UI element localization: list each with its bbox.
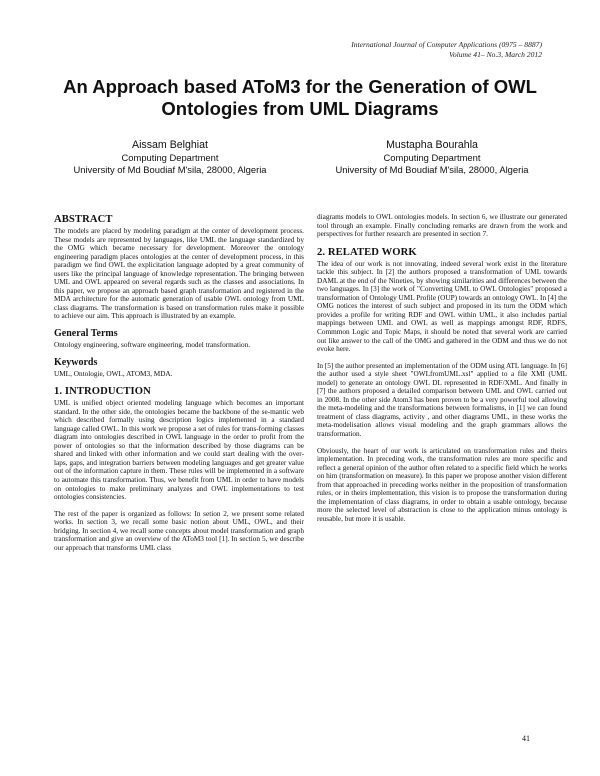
journal-header bbox=[351, 40, 542, 60]
general-terms-heading: General Terms bbox=[54, 328, 118, 340]
paper-title-line-1: An Approach based AToM3 for the Generation of OWL bbox=[63, 76, 537, 97]
author-block-2 bbox=[312, 138, 552, 176]
introduction-paragraph-2: The rest of the paper is organized as follows: In setion 2, we present some related works. In section 3, we recall some basic notion about UML, OWL, and their bridging. In section 4, we recall some concepts about model transformation and graph transformation and give an overview of the AToM3 tool [1]. In section 5, we describe our approach that transforms UML class bbox=[54, 509, 304, 552]
author-department: Computing Department bbox=[121, 152, 219, 163]
introduction-continued: diagrams models to OWL ontologies models. In section 6, we illustrate our generated tool through an example. Finally concluding remarks are drawn from the work and perspectives for further research are presented in section 7. bbox=[317, 213, 567, 239]
paper-title-line-2: Ontologies from UML Diagrams bbox=[161, 98, 439, 119]
related-work-paragraph-3: Obviously, the heart of our work is articulated on transformation rules and theirs implementation. In preceding work, the transformation rules are more specific and reflect a general opinion of the author often related to a specific field which he works on him (transformation on measure). In this paper we propose another vision different from that approached in preceding works neither in the proposition of transformation rules, or in theirs implementation, this vision is to propose the transformation during the implementation of class diagrams, in order to obtain a usable ontology, because more the selected level of abstraction is close to the application minus ontology is reusable, but more it is usable. bbox=[317, 446, 567, 523]
page-number: 41 bbox=[522, 734, 530, 743]
related-work-paragraph-1: The idea of our work is not innovating, indeed several work exist in the literature tackle this subject. In [2] the authors proposed a transformation of UML towards DAML at the end of the Nineties, by showing similarities and differences between the two languages. In [3] the work of "Converting UML to OWL Ontologies" proposed a transformation of Ontology UML Profile (OUP) towards an ontology OWL. In [4] the OMG notices the interest of such subject and proposed in its turn the ODM which provides a profile for writing RDF and OWL within UML, it also includes partial mappings between UML and OWL as well as mappings amongst RDF, RDFS, Commmon Logic and Topic Maps, it should be noted that several work are carried out like answer to the call of the OMG and gathered in the ODM and thus we do not evoke here. bbox=[317, 259, 568, 354]
keywords-text: UML, Ontologie, OWL, ATOM3, MDA. bbox=[54, 369, 173, 378]
author-name: Aissam Belghiat bbox=[132, 139, 208, 151]
left-column bbox=[54, 213, 304, 552]
related-work-paragraph-2: In [5] the author presented an implementation of the ODM using ATL language. In [6] the author used a style sheet "OWLfromUML.xsl" applied to a file XMI (UML model) to generate an ontology OWL DL represented in RDF/XML. And finally in [7] the authors proposed a detailed comparison between UML and OWL carried out in 2008. In the other side Atom3 has been proven to be a very powerful tool allowing the meta-modeling and the transformations between formalisms, in [1] we can found treatment of class diagrams, activity , and other diagrams UML, in these works the meta-modelisation allows visual modeling and the graph grammars allows the transformation. bbox=[317, 361, 567, 439]
general-terms-text: Ontology engineering, software engineering, model transformation. bbox=[54, 341, 251, 350]
author-affiliation: University of Md Boudiaf M'sila, 28000, Algeria bbox=[73, 164, 267, 175]
related-work-heading: 2. RELATED WORK bbox=[317, 246, 417, 258]
author-name: Mustapha Bourahla bbox=[386, 139, 478, 151]
introduction-heading: 1. INTRODUCTION bbox=[54, 386, 151, 398]
introduction-paragraph-1: UML is unified object oriented modeling language which becomes an important standard. In the other side, the ontologies became the backbone of the se-mantic web which described formally using description logics implemented in a standard language called OWL. In this work we propose a set of rules for trans-forming classes diagram into ontologies described in OWL language in the order to profit from the power of ontologies so that the information described by those diagrams can be shared and linked with other information and we could start dealing with the over-laps, gaps, and integration barriers between modeling languages and get greater value out of the information capture in them. These rules will be implemented in a software to automate this transformation. Thus, we benefit from UML in order to have models on ontologies to make preliminary analyzes and OWL implementations to test ontologies consistencies. bbox=[54, 399, 304, 502]
author-department: Computing Department bbox=[383, 152, 481, 163]
keywords-heading: Keywords bbox=[54, 356, 98, 368]
abstract-heading: ABSTRACT bbox=[54, 214, 113, 225]
journal-name: International Journal of Computer Applications (0975 – 8887) bbox=[351, 40, 542, 49]
journal-volume: Volume 41– No.3, March 2012 bbox=[449, 50, 542, 59]
author-block-1 bbox=[50, 138, 290, 176]
abstract-text: The models are placed by modeling paradigm at the center of development process. These models are represented by languages, like UML the language standardized by the OMG which became necessary for development. Moreover the ontology engineering paradigm places ontologies at the center of development process, in this paradigm we find OWL the explicitation language adopted by a great community of users like the principal language of knowledge representation. The bringing between UML and OWL appeared on several regards such as the classes and associations. In this paper, we propose an approach based graph transformation and registered in the MDA architecture for the automatic generation of usable OWL ontology from UML class diagrams. The transformation is based on transformation rules make it possible to achieve our aim. This approach is illustrated by an example. bbox=[54, 227, 304, 321]
paper-title bbox=[40, 76, 560, 120]
author-affiliation: University of Md Boudiaf M'sila, 28000, Algeria bbox=[335, 164, 529, 175]
right-column bbox=[317, 213, 567, 524]
